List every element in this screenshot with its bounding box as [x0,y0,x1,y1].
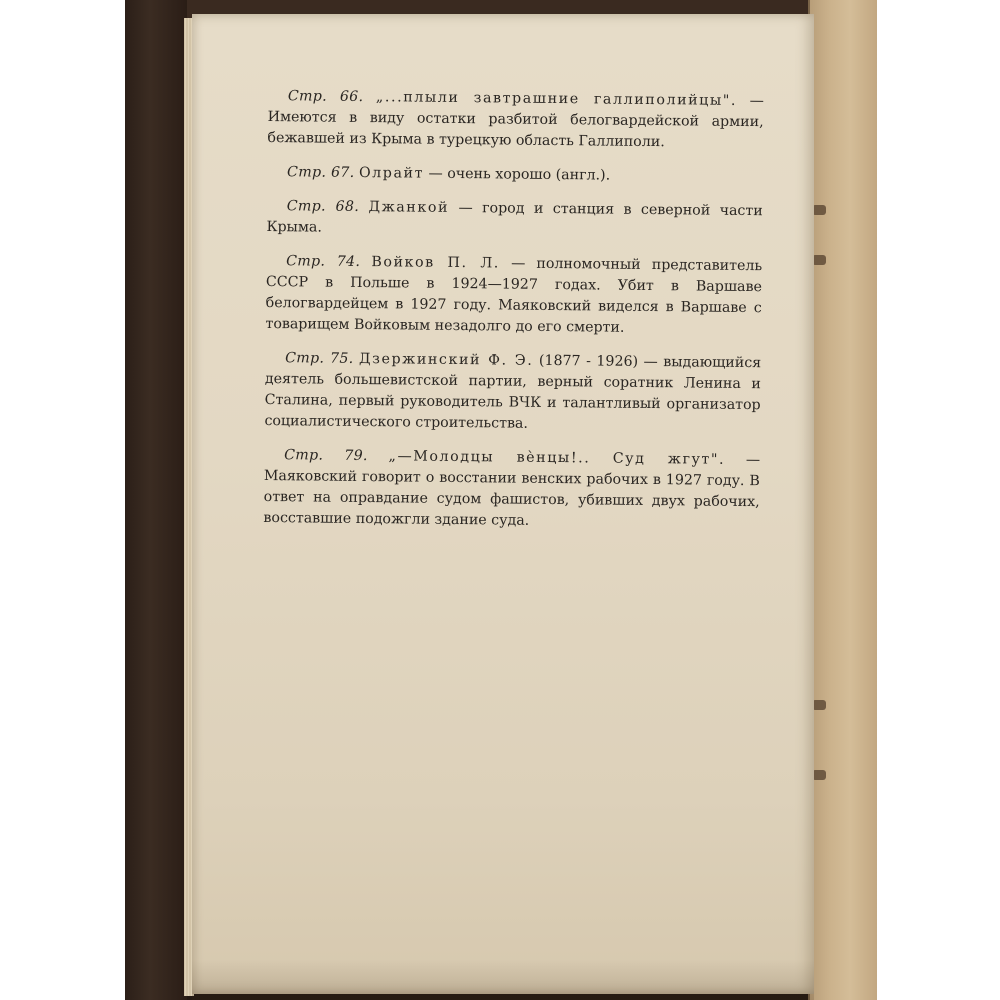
note-ref: Стр. 75. [285,350,354,367]
note-body: — Имеются в виду остатки разбитой белогвардейской армии, бежавшей из Крыма в турецкую область Галлиполи. [267,92,764,151]
note-ref: Стр. 74. [286,253,361,270]
note-p75 [264,348,761,437]
note-ref: Стр. 66. [287,88,364,105]
note-body: (1877 - 1926) — выдающийся деятель большевистской партии, верный соратник Ленина и Сталина, первый руководитель ВЧК и талантливый организатор социалистического строительства. [264,352,762,432]
note-body: — очень хорошо (англ.). [423,165,611,184]
page-shadow [192,960,814,1000]
note-p68 [266,196,762,243]
note-term: „...плыли завтрашние галлиполийцы". [375,89,738,109]
note-p79 [263,445,760,534]
note-ref: Стр. 67. [287,164,355,181]
note-body: — Маяковский говорит о восстании венских рабочих в 1927 году. В ответ на оправдание судом фашистов, убивших двух рабочих, восставшие подожгли здание суда. [263,451,761,529]
note-term: „—Молодцы вѐнцы!.. Суд жгут". [388,448,726,468]
book-board-left [125,0,187,1000]
note-p66 [267,86,764,154]
note-ref: Стр. 68. [286,198,360,215]
note-p74 [265,251,762,340]
note-term: Джанкой [368,199,450,216]
note-term: Войков П. Л. [371,254,501,272]
note-term: Олрайт [358,164,425,182]
note-body: — полномочный представитель СССР в Польше в 1924—1927 годах. Убит в Варшаве белогвардейцем в 1927 году. Маяковский виделся в Варшаве с товарищем Войковым незадолго до его смерти. [265,255,763,336]
note-term: Дзержинский Ф. Э. [358,350,534,369]
note-ref: Стр. 79. [284,447,368,465]
note-p67 [267,162,763,188]
note-body: — город и станция в северной части Крыма. [266,199,763,236]
endnotes [263,86,764,547]
